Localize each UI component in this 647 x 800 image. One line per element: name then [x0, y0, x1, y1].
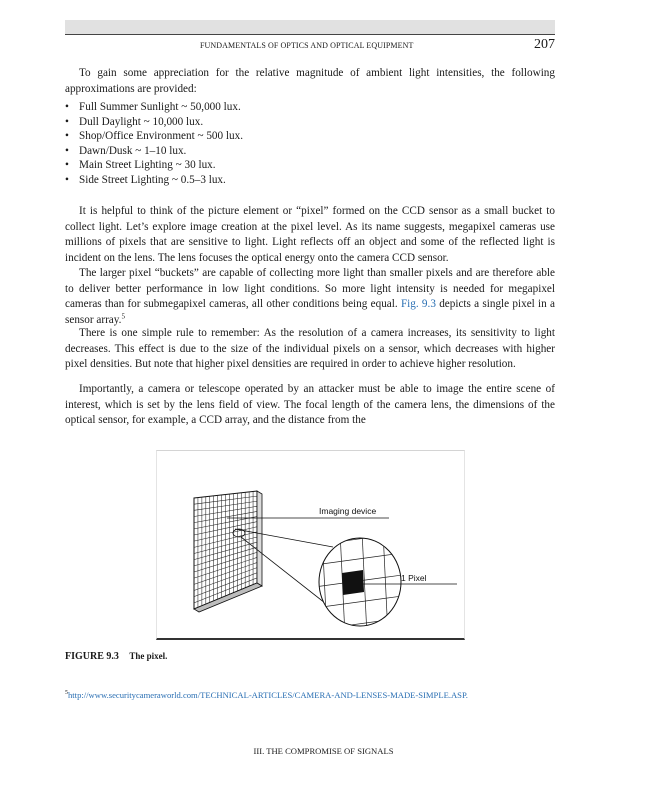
footnote-link[interactable]: http://www.securitycameraworld.com/TECHNICAL-ARTICLES/CAMERA-AND-LENSES-MADE-SIMPLE.ASP. — [68, 690, 468, 700]
page-number: 207 — [534, 37, 555, 52]
caption-title: The pixel. — [129, 651, 168, 661]
single-pixel — [342, 570, 364, 595]
paragraph-field-of-view: Importantly, a camera or telescope operated by an attacker must be able to image the entire scene of interest, which is set by the lens field of view. The focal length of the camera lens, the dimensions of the optical sensor, for example, a CCD array, and the distance from the — [65, 383, 555, 427]
paragraph-pixel-bucket: It is helpful to think of the picture element or “pixel” formed on the CCD sensor as a small bucket to collect light. Let’s explore image creation at the pixel level. As its name suggests, megapixel cameras use millions of pixels that are sensitive to light. Light reflects off an object and some of the reflected light is incident on the lens. The lens focuses the optical energy onto the camera CCD sensor. — [65, 205, 555, 264]
header-bar — [65, 20, 555, 34]
pixel-label: 1 Pixel — [401, 573, 427, 583]
footnote-ref[interactable]: 5 — [121, 312, 125, 321]
figure-caption — [65, 651, 167, 662]
header-rule — [65, 34, 555, 35]
paragraph-text: depicts a single pixel in a sensor array. — [65, 298, 555, 326]
figure-link[interactable]: Fig. 9.3 — [400, 298, 436, 311]
list-item: • Full Summer Sunlight ~ 50,000 lux. — [65, 100, 243, 115]
list-item: • Side Street Lighting ~ 0.5–3 lux. — [65, 173, 243, 188]
list-item: • Main Street Lighting ~ 30 lux. — [65, 158, 243, 173]
imaging-device-label: Imaging device — [319, 506, 377, 516]
figure-pixel — [156, 450, 465, 640]
footnote — [65, 690, 468, 700]
paragraph-text: The larger pixel “buckets” are capable of collecting more light than smaller pixels and are therefore able to deliver better performance in low light conditions. So more light intensity is needed for megapixel cameras than for submegapixel cameras, all other conditions being equal. — [65, 267, 555, 311]
page-footer: III. THE COMPROMISE OF SIGNALS — [253, 746, 394, 756]
list-item: • Shop/Office Environment ~ 500 lux. — [65, 129, 243, 144]
paragraph-larger-pixels — [65, 266, 555, 328]
caption-number: FIGURE 9.3 — [65, 651, 119, 662]
running-head: FUNDAMENTALS OF OPTICS AND OPTICAL EQUIPMENT — [200, 41, 414, 50]
intro-paragraph: To gain some appreciation for the relative magnitude of ambient light intensities, the following approximations are provided: — [65, 67, 555, 95]
paragraph-resolution-rule: There is one simple rule to remember: As the resolution of a camera increases, its sensitivity to light decreases. This effect is due to the size of the individual pixels on a sensor, which decreases with higher pixel densities. But note that higher pixel densities are required in order to achieve higher resolution. — [65, 327, 555, 371]
pixel-diagram — [157, 451, 464, 638]
list-item: • Dull Daylight ~ 10,000 lux. — [65, 115, 243, 130]
list-item: • Dawn/Dusk ~ 1–10 lux. — [65, 144, 243, 159]
footnote-mark: 5 — [65, 690, 68, 697]
lux-list — [65, 100, 243, 188]
